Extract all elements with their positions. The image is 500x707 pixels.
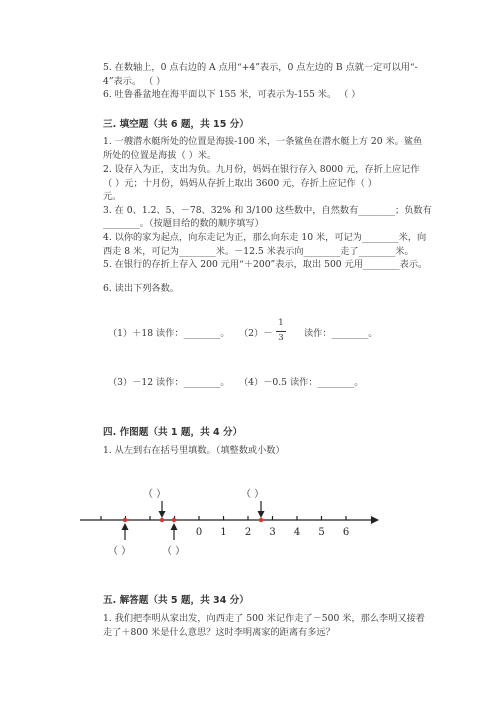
q6-line: 6. 吐鲁番盆地在海平面以下 155 米，可表示为-155 米。 （ ） bbox=[103, 89, 361, 100]
q5-line1: 5. 在数轴上，0 点右边的 A 点用“+4”表示，0 点左边的 B 点就一定可以用“- bbox=[103, 62, 418, 73]
answer-paren-bottom-2: （ ） bbox=[162, 546, 186, 557]
marked-point bbox=[160, 518, 164, 522]
axis-label: 5 bbox=[318, 527, 325, 538]
fill-2-line2: （ ）元；十月份，妈妈从存折上取出 3600 元，存折上应记作（ ） bbox=[103, 178, 377, 189]
axis-label: 2 bbox=[244, 527, 252, 538]
marked-point bbox=[259, 518, 263, 522]
read-item-1: （1）＋18 读作：________。 bbox=[108, 328, 230, 339]
up-arrow-head-icon bbox=[171, 523, 178, 530]
fill-3-line1: 3. 在 0、1.2、5、－78、32% 和 3/100 这些数中，自然数有________；负数有 bbox=[103, 205, 432, 216]
fill-1-line2: 所处的位置是海拔（ ）米。 bbox=[103, 150, 217, 161]
marked-point bbox=[123, 518, 127, 522]
fill-6-line: 6. 读出下列各数。 bbox=[103, 283, 179, 294]
marked-point bbox=[172, 518, 176, 522]
read-item-2-prefix: （2）－ bbox=[239, 328, 273, 339]
section-3-heading: 三. 填空题（共 6 题，共 15 分） bbox=[103, 119, 249, 130]
fill-4-line2: 西走 8 米，可记为________米。－12.5 米表示向________走了________米。 bbox=[103, 246, 414, 257]
read-item-2-suffix: 读作：________。 bbox=[304, 328, 378, 339]
down-arrow-head-icon bbox=[159, 511, 166, 518]
solve-1-line1: 1. 我们把李明从家出发，向西走了 500 米记作走了－500 米，那么李明又接着 bbox=[103, 613, 425, 624]
axis-labels bbox=[196, 527, 349, 538]
fraction-denominator: 3 bbox=[278, 333, 284, 343]
fill-1-line1: 1. 一艘潜水艇所处的位置是海拔-100 米，一条鲨鱼在潜水艇上方 20 米。鲨鱼 bbox=[103, 136, 423, 147]
axis-label: 0 bbox=[195, 527, 203, 538]
read-item-3: （3）－12 读作：________。 bbox=[108, 377, 230, 388]
fill-5-line: 5. 在银行的存折上存入 200 元用“＋200”表示，取出 500 元用________表示。 bbox=[103, 259, 428, 270]
axis-label: 1 bbox=[220, 527, 227, 538]
axis-label: 4 bbox=[293, 527, 301, 538]
draw-1-line: 1. 从左到右在括号里填数。（填整数或小数） bbox=[103, 445, 285, 456]
solve-1-line2: 走了＋800 米是什么意思？这时李明离家的距离有多远？ bbox=[103, 627, 335, 638]
fill-2-line1: 2. 设存入为正，支出为负。九月份，妈妈在银行存入 8000 元，存折上应记作 bbox=[103, 164, 420, 175]
section-5-heading: 五. 解答题（共 5 题，共 34 分） bbox=[103, 595, 249, 606]
answer-paren-top-2: （ ） bbox=[241, 489, 265, 500]
up-arrow-head-icon bbox=[122, 523, 129, 530]
down-arrow-head-icon bbox=[258, 511, 265, 518]
axis-label: 6 bbox=[342, 527, 350, 538]
section-4-heading: 四. 作图题（共 1 题，共 4 分） bbox=[103, 427, 243, 438]
answer-paren-top-1: （ ） bbox=[143, 489, 167, 500]
fill-2-line3: 元。 bbox=[103, 191, 122, 202]
fraction-numerator: 1 bbox=[278, 318, 284, 328]
answer-paren-bottom-1: （ ） bbox=[108, 546, 132, 557]
fill-3-line2: ________。（按题目给的数的顺序填写） bbox=[103, 218, 264, 229]
q5-line2: 4”表示。 （ ） bbox=[103, 76, 166, 87]
axis-arrow-icon bbox=[371, 516, 379, 524]
read-item-4: （4）－0.5 读作：________。 bbox=[239, 377, 364, 388]
axis-label: 3 bbox=[269, 527, 276, 538]
fill-4-line1: 4. 以你的家为起点，向东走记为正，那么向东走 10 米，可记为________米，向 bbox=[103, 232, 427, 243]
